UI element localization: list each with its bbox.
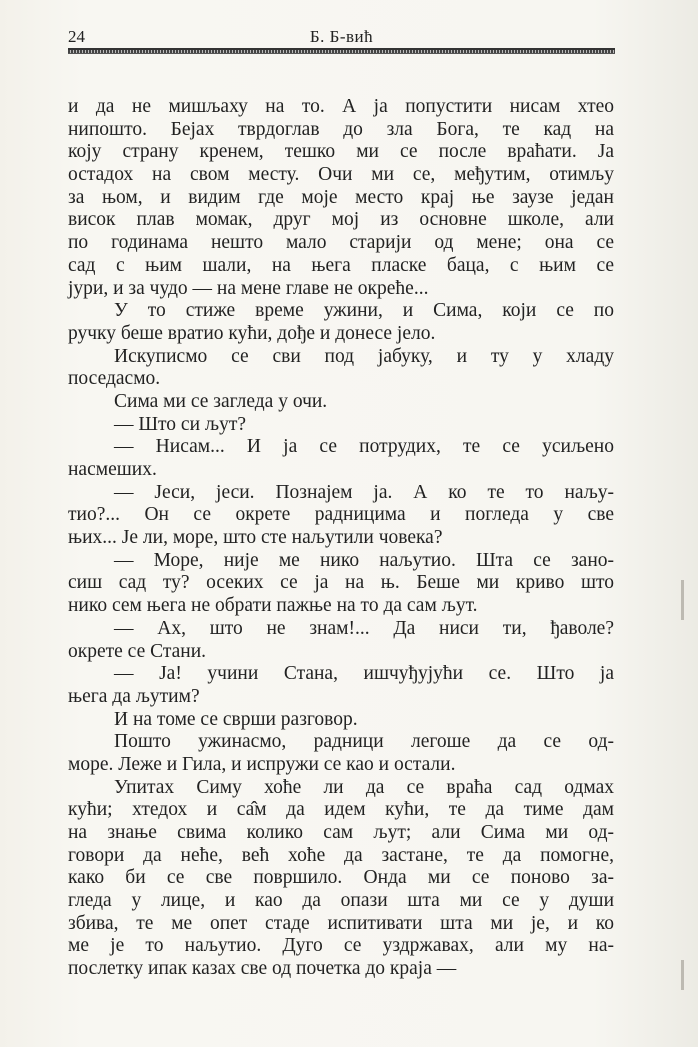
text-line: ручку беше вратио кући, дође и донесе јело. (68, 322, 436, 344)
text-line: по годинама нешто мало старији од мене; она се (68, 232, 614, 254)
text-line: У то стиже време ужини, и Сима, који се по (114, 300, 614, 322)
text-line: — Јеси, јеси. Познајем ја. А ко те то наљу- (114, 481, 614, 503)
paragraph (68, 346, 614, 391)
page-header (68, 26, 615, 48)
text-line: сад с њим шали, на њега пласке баца, с њим се (68, 254, 614, 276)
text-line: њих... Је ли, море, што сте наљутили човека? (68, 527, 443, 549)
header-rule (68, 48, 615, 54)
text-line: гледа у лице, и као да опази шта ми се у души (68, 890, 614, 912)
text-line: насмеших. (68, 459, 157, 480)
text-line: окрете се Стани. (68, 640, 207, 662)
page-number: 24 (68, 27, 85, 46)
text-line: на знање свима колико сам љут; али Сима ми од- (68, 822, 614, 843)
text-line: поседасмо. (68, 368, 161, 390)
paragraph (68, 482, 614, 550)
text-line: Искуписмо се сви под јабуку, и ту у хладу (114, 345, 614, 367)
text-line: — Нисам... И ја се потрудих, те се усиљено (114, 436, 614, 458)
text-line: — Што си љут? (114, 413, 247, 435)
paragraph (68, 96, 614, 300)
paragraph (68, 550, 614, 618)
paragraph (68, 436, 614, 481)
body-text (68, 96, 614, 981)
text-line: нипошто. Бејах тврдоглав до зла Бога, те кад на (68, 118, 614, 140)
text-line: висок плав момак, друг мој из основне школе, али (68, 209, 614, 231)
running-head: Б. Б-вић (309, 27, 374, 46)
text-line: јури, и за чудо — на мене главе не окреће... (68, 277, 429, 299)
text-line: нико сем њега не обрати пажње на то да сам љут. (68, 595, 478, 617)
text-line: — Ја! учини Стана, ишчуђујући се. Што ја (114, 663, 614, 685)
text-line: Сима ми се загледа у очи. (114, 390, 328, 412)
text-line: И на томе се сврши разговор. (114, 708, 358, 730)
text-line: како би се све површило. Онда ми се поново за- (68, 867, 614, 889)
paragraph (68, 391, 614, 414)
text-line: море. Леже и Гила, и испружи се као и остали. (68, 753, 456, 775)
text-line: — Ах, што не знам!... Да ниси ти, ђаволе? (114, 617, 614, 639)
text-line: остадох на свом месту. Очи ми се, међутим, отимљу (68, 164, 614, 186)
text-line: збива, те ме опет стаде испитивати шта ми је, и ко (68, 912, 614, 934)
page-edge-mark (681, 580, 684, 620)
text-line: тио?... Он се окрете радницима и погледа у све (68, 504, 614, 526)
text-line: — Море, није ме нико наљутио. Шта се зано- (114, 549, 614, 571)
page-edge-mark (681, 960, 684, 990)
text-line: њега да љутим? (68, 685, 200, 707)
text-line: и да не мишљаху на то. А ја попустити нисам хтео (68, 96, 614, 117)
text-line: послетку ипак казах све од почетка до краја — (68, 958, 457, 980)
text-line: говори да неће, већ хоће да застане, те да помогне, (68, 844, 614, 866)
text-line: за њом, и видим где моје место крај ње заузе један (68, 186, 614, 208)
paragraph (68, 414, 614, 437)
paragraph (68, 618, 614, 663)
paragraph (68, 731, 614, 776)
text-line: ме је то наљутио. Дуго се уздржавах, али му на- (68, 935, 614, 957)
text-line: коју страну кренем, тешко ми се после враћати. Ја (68, 141, 614, 163)
text-line: сиш сад ту? осеких се ја на њ. Беше ми криво што (68, 572, 614, 594)
text-line: Пошто ужинасмо, радници легоше да се од- (114, 731, 614, 753)
paragraph (68, 709, 614, 732)
text-line: кући; хтедох и са̂м да идем кући, те да тиме дам (68, 799, 614, 821)
text-line: Упитах Симу хоће ли да се враћа сад одмах (114, 776, 614, 798)
paragraph (68, 663, 614, 708)
paragraph (68, 777, 614, 981)
paragraph (68, 300, 614, 345)
